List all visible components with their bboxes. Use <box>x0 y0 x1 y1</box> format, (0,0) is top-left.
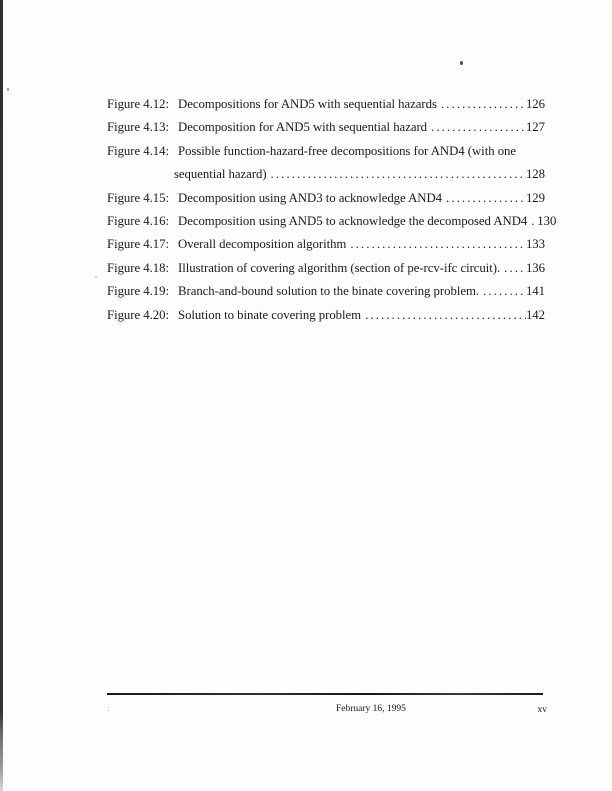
dot-leader <box>446 187 526 210</box>
figure-entry <box>107 93 545 116</box>
figure-entry <box>107 233 545 256</box>
figure-page-number: 127 <box>525 120 545 135</box>
scan-speck <box>460 61 463 65</box>
figure-label: Figure 4.16: <box>107 213 169 228</box>
dot-leader <box>483 280 526 303</box>
figure-caption: Decomposition using AND5 to acknowledge the decomposed AND4 <box>178 213 528 228</box>
scan-speck <box>7 88 9 91</box>
figure-caption: sequential hazard) <box>174 167 267 182</box>
footer-page-number: xv <box>537 705 547 715</box>
footer-stray-mark: : <box>107 703 110 713</box>
dot-leader <box>365 304 526 327</box>
figure-page-number: 126 <box>525 97 545 111</box>
figure-label: Figure 4.12: <box>107 97 169 111</box>
figure-label: Figure 4.14: <box>107 143 169 158</box>
figure-label: Figure 4.17: <box>107 237 169 252</box>
dot-leader <box>431 116 526 139</box>
figure-entry <box>107 257 545 280</box>
figure-caption: Solution to binate covering problem <box>178 307 362 322</box>
figure-page-number: 141 <box>525 284 545 299</box>
figure-caption: Decomposition for AND5 with sequential hazard <box>178 120 428 135</box>
figure-entry <box>107 210 557 233</box>
figure-label: Figure 4.19: <box>107 284 169 299</box>
figure-entry <box>107 116 545 139</box>
figure-caption: Possible function-hazard-free decompositions for AND4 (with one <box>178 143 517 158</box>
footer-rule <box>107 693 543 695</box>
figure-page-number: 136 <box>525 260 545 275</box>
figure-page-number: 133 <box>525 237 545 252</box>
figure-label: Figure 4.18: <box>107 260 169 275</box>
figure-page-number: 142 <box>525 307 545 322</box>
figure-page-number: 129 <box>525 190 545 205</box>
dot-leader <box>441 93 526 116</box>
scan-speck <box>95 276 97 278</box>
figure-entry <box>107 140 545 163</box>
figure-entry <box>107 280 545 303</box>
list-of-figures <box>107 93 557 327</box>
figure-label: Figure 4.15: <box>107 190 169 205</box>
figure-caption: Decomposition using AND3 to acknowledge AND4 <box>178 190 443 205</box>
figure-caption: Illustration of covering algorithm (section of pe-rcv-ifc circuit). <box>178 260 501 275</box>
figure-page-number: 128 <box>525 167 545 182</box>
figure-label: Figure 4.20: <box>107 307 169 322</box>
figure-page-number: 130 <box>537 213 557 228</box>
scan-edge-artifact <box>0 0 3 791</box>
figure-caption: Decompositions for AND5 with sequential hazards <box>178 97 437 111</box>
dot-leader <box>271 163 526 186</box>
figure-caption: Overall decomposition algorithm <box>178 237 347 252</box>
dot-leader <box>504 257 526 280</box>
dot-leader <box>350 233 526 256</box>
footer-date: February 16, 1995 <box>336 704 406 714</box>
figure-label: Figure 4.13: <box>107 120 169 135</box>
figure-caption: Branch-and-bound solution to the binate covering problem. <box>178 284 480 299</box>
figure-entry <box>107 304 545 327</box>
figure-entry-continuation <box>107 163 545 186</box>
figure-entry <box>107 187 545 210</box>
